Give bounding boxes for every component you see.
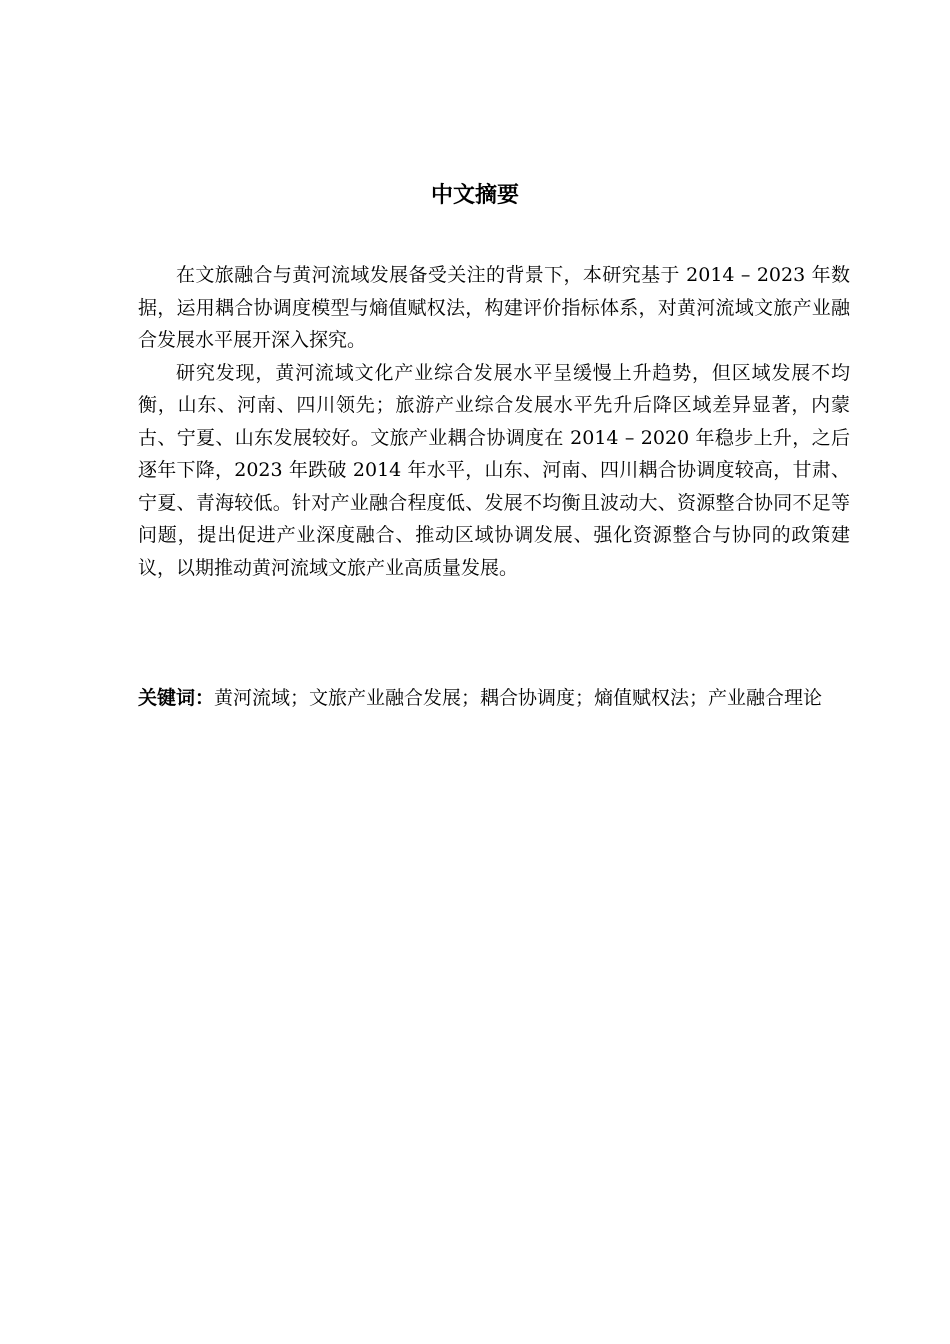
abstract-paragraph: 研究发现，黄河流域文化产业综合发展水平呈缓慢上升趋势，但区域发展不均衡，山东、河南、四川领先；旅游产业综合发展水平先升后降区域差异显著，内蒙古、宁夏、山东发展较好。文旅产业耦合协调度在 2014 – 2020 年稳步上升，之后逐年下降，2023 年跌破 2014 年水平，山东、河南、四川耦合协调度较高，甘肃、宁夏、青海较低。针对产业融合程度低、发展不均衡且波动大、资源整合协同不足等问题，提出促进产业深度融合、推动区域协调发展、强化资源整合与协同的政策建议，以期推动黄河流域文旅产业高质量发展。 — [138, 361, 850, 579]
abstract-body — [138, 259, 850, 584]
keywords-label: 关键词： — [138, 687, 215, 709]
abstract-paragraph: 在文旅融合与黄河流域发展备受关注的背景下，本研究基于 2014 – 2023 年数据，运用耦合协调度模型与熵值赋权法，构建评价指标体系，对黄河流域文旅产业融合发展水平展开深入探究。 — [138, 264, 850, 351]
keywords-text: 黄河流域；文旅产业融合发展；耦合协调度；熵值赋权法；产业融合理论 — [214, 687, 823, 709]
abstract-title: 中文摘要 — [430, 183, 519, 208]
keywords-line — [138, 682, 850, 715]
